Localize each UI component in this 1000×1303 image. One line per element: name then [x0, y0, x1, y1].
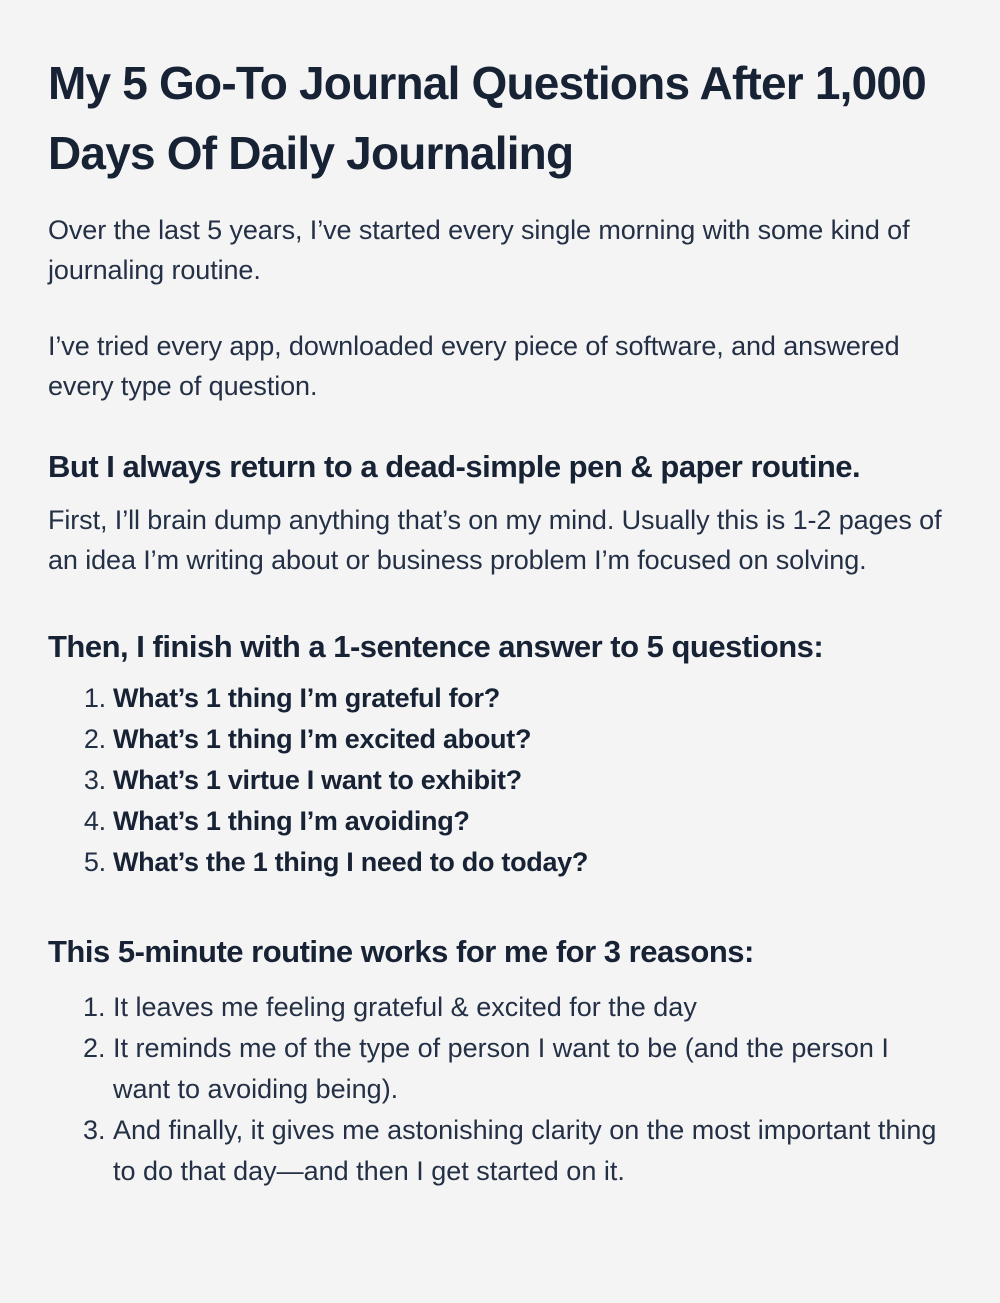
routine-heading: But I always return to a dead-simple pen & paper routine.: [48, 449, 861, 484]
reason-item-1: 1. It leaves me feeling grateful & excited for the day: [113, 987, 950, 1028]
questions-list: [48, 678, 950, 883]
intro-paragraph-1: Over the last 5 years, I’ve started every single morning with some kind of journaling routine.: [48, 215, 910, 285]
questions-heading: Then, I finish with a 1-sentence answer to 5 questions:: [48, 629, 824, 664]
question-item-1: 1. What’s 1 thing I’m grateful for?: [113, 678, 950, 719]
reasons-heading: This 5-minute routine works for me for 3 reasons:: [48, 934, 754, 969]
question-item-5: 5. What’s the 1 thing I need to do today?: [113, 842, 950, 883]
question-item-3: 3. What’s 1 virtue I want to exhibit?: [113, 760, 950, 801]
reason-item-3: 3. And finally, it gives me astonishing clarity on the most important thing to do that day—and then I get started on it.: [113, 1110, 950, 1192]
reason-item-2: 2. It reminds me of the type of person I want to be (and the person I want to avoiding being).: [113, 1028, 950, 1110]
article-title: My 5 Go-To Journal Questions After 1,000 Days Of Daily Journaling: [48, 57, 926, 179]
question-item-2: 2. What’s 1 thing I’m excited about?: [113, 719, 950, 760]
intro-paragraph-2: I’ve tried every app, downloaded every piece of software, and answered every type of question.: [48, 331, 900, 401]
question-item-4: 4. What’s 1 thing I’m avoiding?: [113, 801, 950, 842]
reasons-list: [48, 987, 950, 1192]
routine-paragraph: First, I’ll brain dump anything that’s on my mind. Usually this is 1-2 pages of an idea I’m writing about or business problem I’m focused on solving.: [48, 505, 942, 575]
